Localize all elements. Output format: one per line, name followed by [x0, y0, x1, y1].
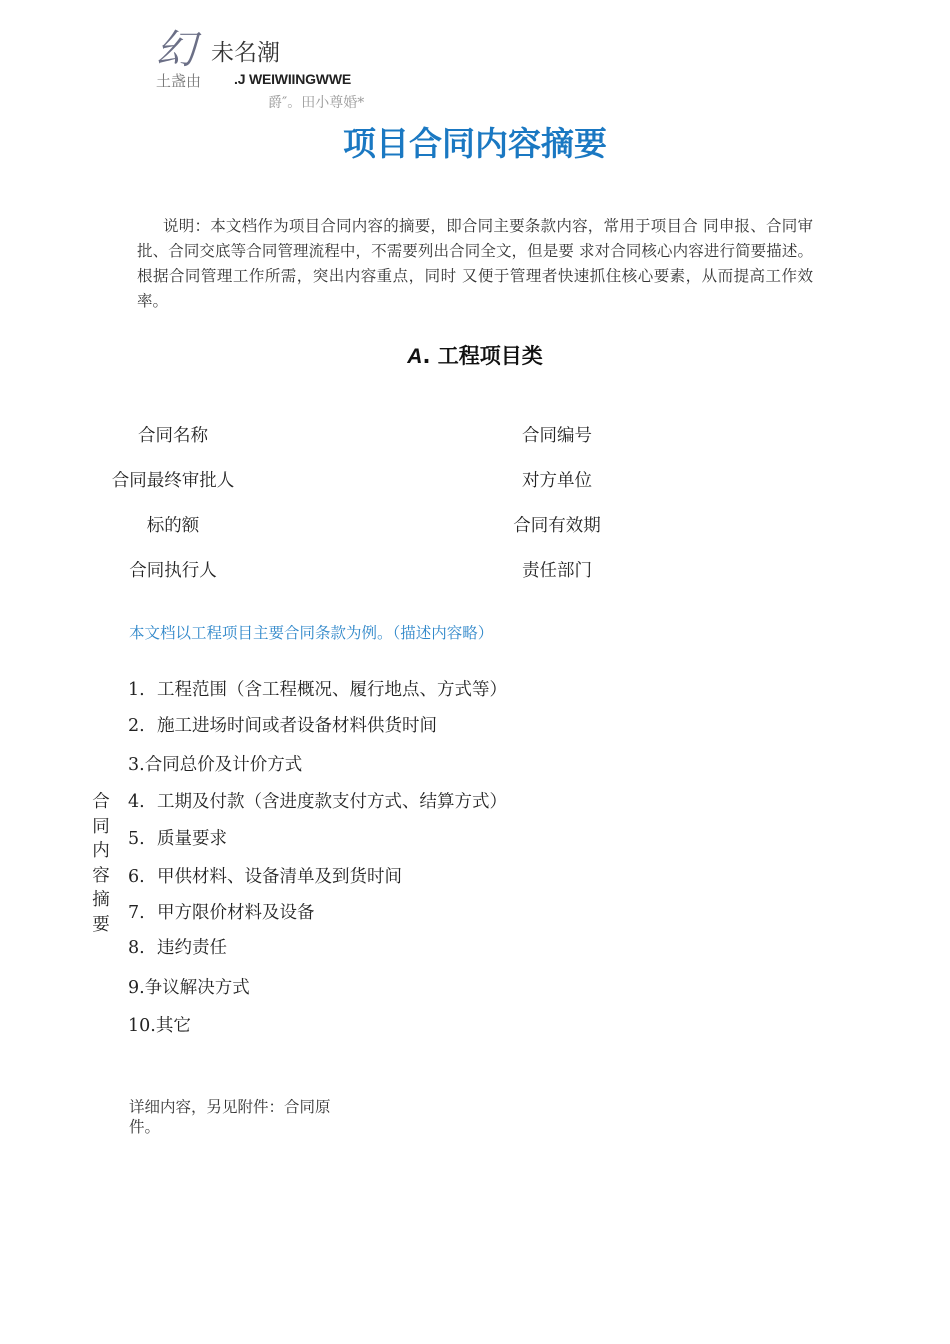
list-item-number: 4. — [128, 792, 145, 812]
example-note: 本文档以工程项目主要合同条款为例。（描述内容略） — [129, 624, 494, 642]
list-item — [128, 751, 302, 776]
list-item-text: 甲供材料、设备清单及到货时间 — [157, 867, 402, 887]
list-item-text: 工程范围（含工程概况、履行地点、方式等） — [157, 680, 507, 700]
list-item — [128, 1012, 191, 1037]
list-item-number: 2. — [128, 716, 145, 736]
list-item — [128, 788, 507, 813]
section-heading — [0, 340, 950, 370]
list-item-number: 7. — [128, 903, 145, 923]
list-item — [128, 934, 227, 959]
logo-glyph: 幻 — [156, 27, 196, 73]
vertical-label — [91, 790, 111, 937]
footer-note: 详细内容，另见附件：合同原件。 — [129, 1098, 331, 1136]
vertical-label-char: 摘 — [92, 890, 110, 910]
logo-name: 未名潮 — [211, 40, 280, 66]
intro-paragraph: 说明：本文档作为项目合同内容的摘要，即合同主要条款内容，常用于项目合 同申报、合同审批、合同交底等合同管理流程中，不需要列出合同全文，但是要 求对合同核心内容进行简要描述。根据合同管理工作所需，突出内容重点，同时 又便于管理者快速抓住核心要素，从而提高工作效率。 — [137, 217, 813, 310]
list-item — [128, 974, 250, 999]
list-item — [128, 676, 507, 701]
list-item-text: 工期及付款（含进度款支付方式、结算方式） — [157, 792, 507, 812]
list-item — [128, 899, 315, 924]
vertical-label-char: 合 — [92, 792, 110, 812]
vertical-label-char: 容 — [92, 865, 110, 886]
list-item — [128, 825, 227, 850]
list-item-number: 8. — [128, 938, 145, 958]
field-validity: 合同有效期 — [513, 516, 601, 536]
field-contract-number: 合同编号 — [522, 426, 592, 446]
list-item-number: 5. — [128, 829, 145, 849]
list-item-number: 6. — [128, 867, 145, 887]
list-item-text: 质量要求 — [157, 829, 227, 849]
vertical-label-char: 同 — [92, 816, 110, 837]
field-executor: 合同执行人 — [129, 561, 217, 581]
list-item — [128, 712, 437, 737]
section-letter: A — [407, 345, 423, 368]
field-contract-name: 合同名称 — [138, 426, 208, 446]
field-amount: 标的额 — [146, 516, 200, 536]
list-item-text: 施工进场时间或者设备材料供货时间 — [157, 716, 437, 736]
list-item — [128, 863, 402, 888]
field-final-approver: 合同最终审批人 — [111, 471, 235, 491]
list-item-text: 3.合同总价及计价方式 — [128, 755, 303, 775]
list-item-text: 9.争议解决方式 — [128, 978, 250, 998]
page-title: 项目合同内容摘要 — [343, 124, 607, 163]
vertical-label-char: 要 — [92, 914, 110, 935]
list-item-text: 10.其它 — [128, 1016, 191, 1036]
list-item-text: 违约责任 — [157, 938, 227, 958]
logo-left-text: 土盏由 — [156, 72, 202, 90]
list-item-number: 1. — [128, 680, 145, 700]
list-item-text: 甲方限价材料及设备 — [157, 903, 315, 923]
vertical-label-char: 内 — [92, 841, 110, 861]
logo-english-text: .J WEIWIINGWWE — [234, 71, 351, 87]
field-department: 责任部门 — [522, 561, 592, 581]
logo-subtext: 爵″。田小尊婚* — [268, 95, 365, 111]
field-counterparty: 对方单位 — [522, 471, 592, 491]
section-title: . 工程项目类 — [422, 344, 543, 368]
